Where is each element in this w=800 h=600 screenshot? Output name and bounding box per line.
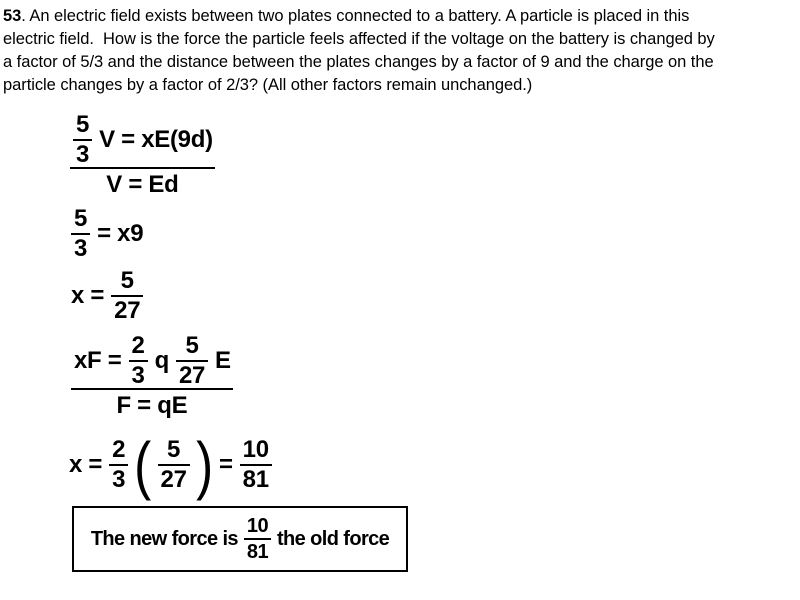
problem-statement	[3, 5, 797, 97]
fraction-2-3	[109, 436, 128, 493]
fraction-5-3	[71, 205, 90, 262]
equation-text: V = xE(9d)	[99, 126, 213, 154]
fraction-numerator: 10	[246, 514, 268, 537]
equation-text: xF =	[74, 347, 122, 375]
equals-sign: =	[218, 451, 233, 479]
equation-text: = x9	[97, 220, 144, 248]
equation-text: x =	[69, 451, 103, 479]
fraction-denominator: 3	[112, 465, 126, 493]
fraction-numerator: 5	[74, 205, 88, 232]
fraction-denominator: 27	[160, 465, 187, 493]
fraction-numerator: 10	[242, 436, 269, 463]
problem-line-3: a factor of 5/3 and the distance between the plates changes by a factor of 9 and the charge on the	[3, 53, 714, 71]
fraction-denominator: 3	[131, 361, 145, 389]
equation-step-2	[71, 205, 144, 262]
equation-text: x =	[71, 282, 105, 310]
fraction-denominator: 81	[242, 465, 269, 493]
equation-step-3	[71, 267, 143, 324]
equation-text: q	[154, 347, 169, 375]
equation-text: E	[215, 347, 231, 375]
equation-step-4-denominator: F = qE	[116, 392, 188, 420]
fraction-denominator: 27	[178, 361, 206, 389]
fraction-numerator: 5	[167, 436, 181, 463]
answer-box	[72, 506, 408, 572]
equation-step-4	[71, 332, 233, 420]
fraction-5-27	[111, 267, 143, 324]
equation-step-5: x = $\frac{2}{3}$ ( $\frac{5}{27}$ ) = $\frac{10}{81}$	[69, 440, 272, 489]
fraction-denominator: 27	[114, 296, 141, 324]
problem-line-2: electric field. How is the force the particle feels affected if the voltage on the battery is changed by	[3, 30, 715, 48]
fraction-numerator: 5	[76, 111, 90, 138]
fraction-2-3	[129, 332, 148, 389]
answer-prefix: The new force is	[90, 527, 238, 550]
equation-step-1-denominator: V = Ed	[106, 171, 179, 199]
answer-suffix: the old force	[276, 527, 390, 550]
problem-line-4: particle changes by a factor of 2/3? (All other factors remain unchanged.)	[3, 76, 533, 94]
fraction-numerator: 5	[185, 332, 199, 359]
fraction-numerator: 2	[131, 332, 145, 359]
equation-step-1	[70, 111, 215, 199]
fraction-numerator: 2	[112, 436, 126, 463]
fraction-denominator: 3	[74, 234, 88, 262]
fraction-denominator: 81	[246, 541, 268, 563]
equation-step-1-numerator	[70, 111, 215, 168]
fraction-5-27	[176, 332, 208, 389]
equation-step-4-numerator	[71, 332, 233, 389]
problem-number: 53	[3, 7, 22, 25]
problem-line-1	[3, 5, 797, 28]
fraction-10-81	[244, 514, 271, 563]
fraction-10-81	[240, 436, 272, 493]
problem-line-1-text: . An electric field exists between two plates connected to a battery. A particle is placed in this	[21, 7, 690, 25]
fraction-denominator: 3	[76, 140, 90, 168]
fraction-5-3	[73, 111, 92, 168]
fraction-numerator: 5	[120, 267, 134, 294]
fraction-5-27	[158, 436, 190, 493]
